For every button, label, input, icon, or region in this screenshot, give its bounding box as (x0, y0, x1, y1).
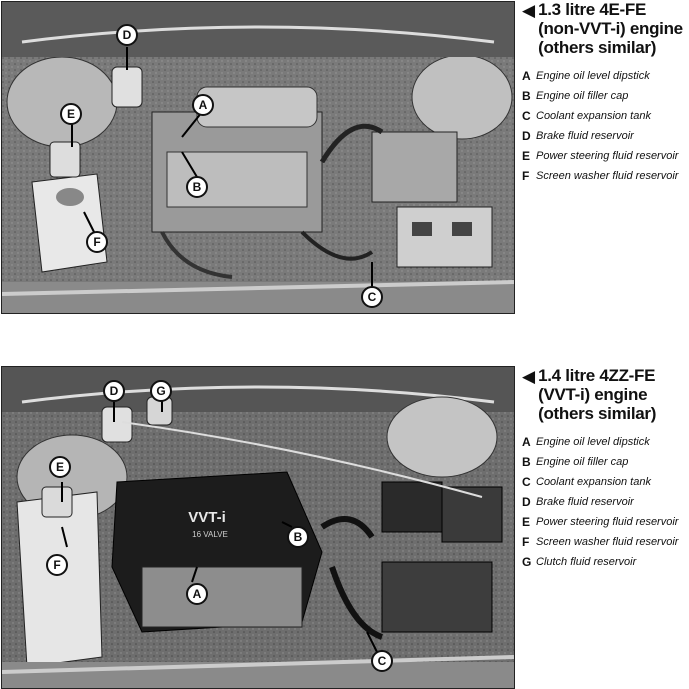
legend-item: D Brake fluid reservoir (522, 129, 634, 143)
panel-1-legend (522, 69, 688, 184)
legend-item: E Power steering fluid reservoir (522, 515, 679, 529)
pointer-arrow-icon: ◀ (522, 367, 536, 386)
panel-2-legend (522, 435, 688, 570)
callout-f: F (86, 231, 108, 253)
callout-c: C (361, 286, 383, 308)
callout-b: B (287, 526, 309, 548)
callout-b: B (186, 176, 208, 198)
callout-c: C (371, 650, 393, 672)
legend-item: C Coolant expansion tank (522, 475, 651, 489)
engine-bay-illustration-2 (2, 367, 514, 688)
legend-item: A Engine oil level dipstick (522, 435, 650, 449)
legend-item: B Engine oil filler cap (522, 89, 629, 103)
legend-item: C Coolant expansion tank (522, 109, 651, 123)
callout-a: A (186, 583, 208, 605)
legend-item: E Power steering fluid reservoir (522, 149, 679, 163)
callout-e: E (49, 456, 71, 478)
engine-photo-1 (1, 1, 515, 314)
caption-panel-2 (522, 366, 688, 575)
engine-photo-2 (1, 366, 515, 689)
pointer-arrow-icon: ◀ (522, 1, 536, 20)
panel-1-title: ◀ 1.3 litre 4E-FE (non-VVT-i) engine (others similar) (522, 0, 683, 57)
callout-a: A (192, 94, 214, 116)
panel-2-title: ◀ 1.4 litre 4ZZ-FE (VVT-i) engine (others similar) (522, 366, 657, 423)
callout-f: F (46, 554, 68, 576)
cover-text-16-valve: 16 VALVE (192, 530, 228, 539)
legend-item: B Engine oil filler cap (522, 455, 629, 469)
legend-item: F Screen washer fluid reservoir (522, 169, 679, 183)
legend-item: G Clutch fluid reservoir (522, 555, 637, 569)
engine-bay-illustration-1 (2, 2, 514, 313)
legend-item: F Screen washer fluid reservoir (522, 535, 679, 549)
callout-d: D (103, 380, 125, 402)
legend-item: A Engine oil level dipstick (522, 69, 650, 83)
callout-d: D (116, 24, 138, 46)
cover-text-vvti: VVT-i (188, 509, 226, 526)
caption-panel-1 (522, 0, 688, 189)
callout-g: G (150, 380, 172, 402)
callout-e: E (60, 103, 82, 125)
legend-item: D Brake fluid reservoir (522, 495, 634, 509)
